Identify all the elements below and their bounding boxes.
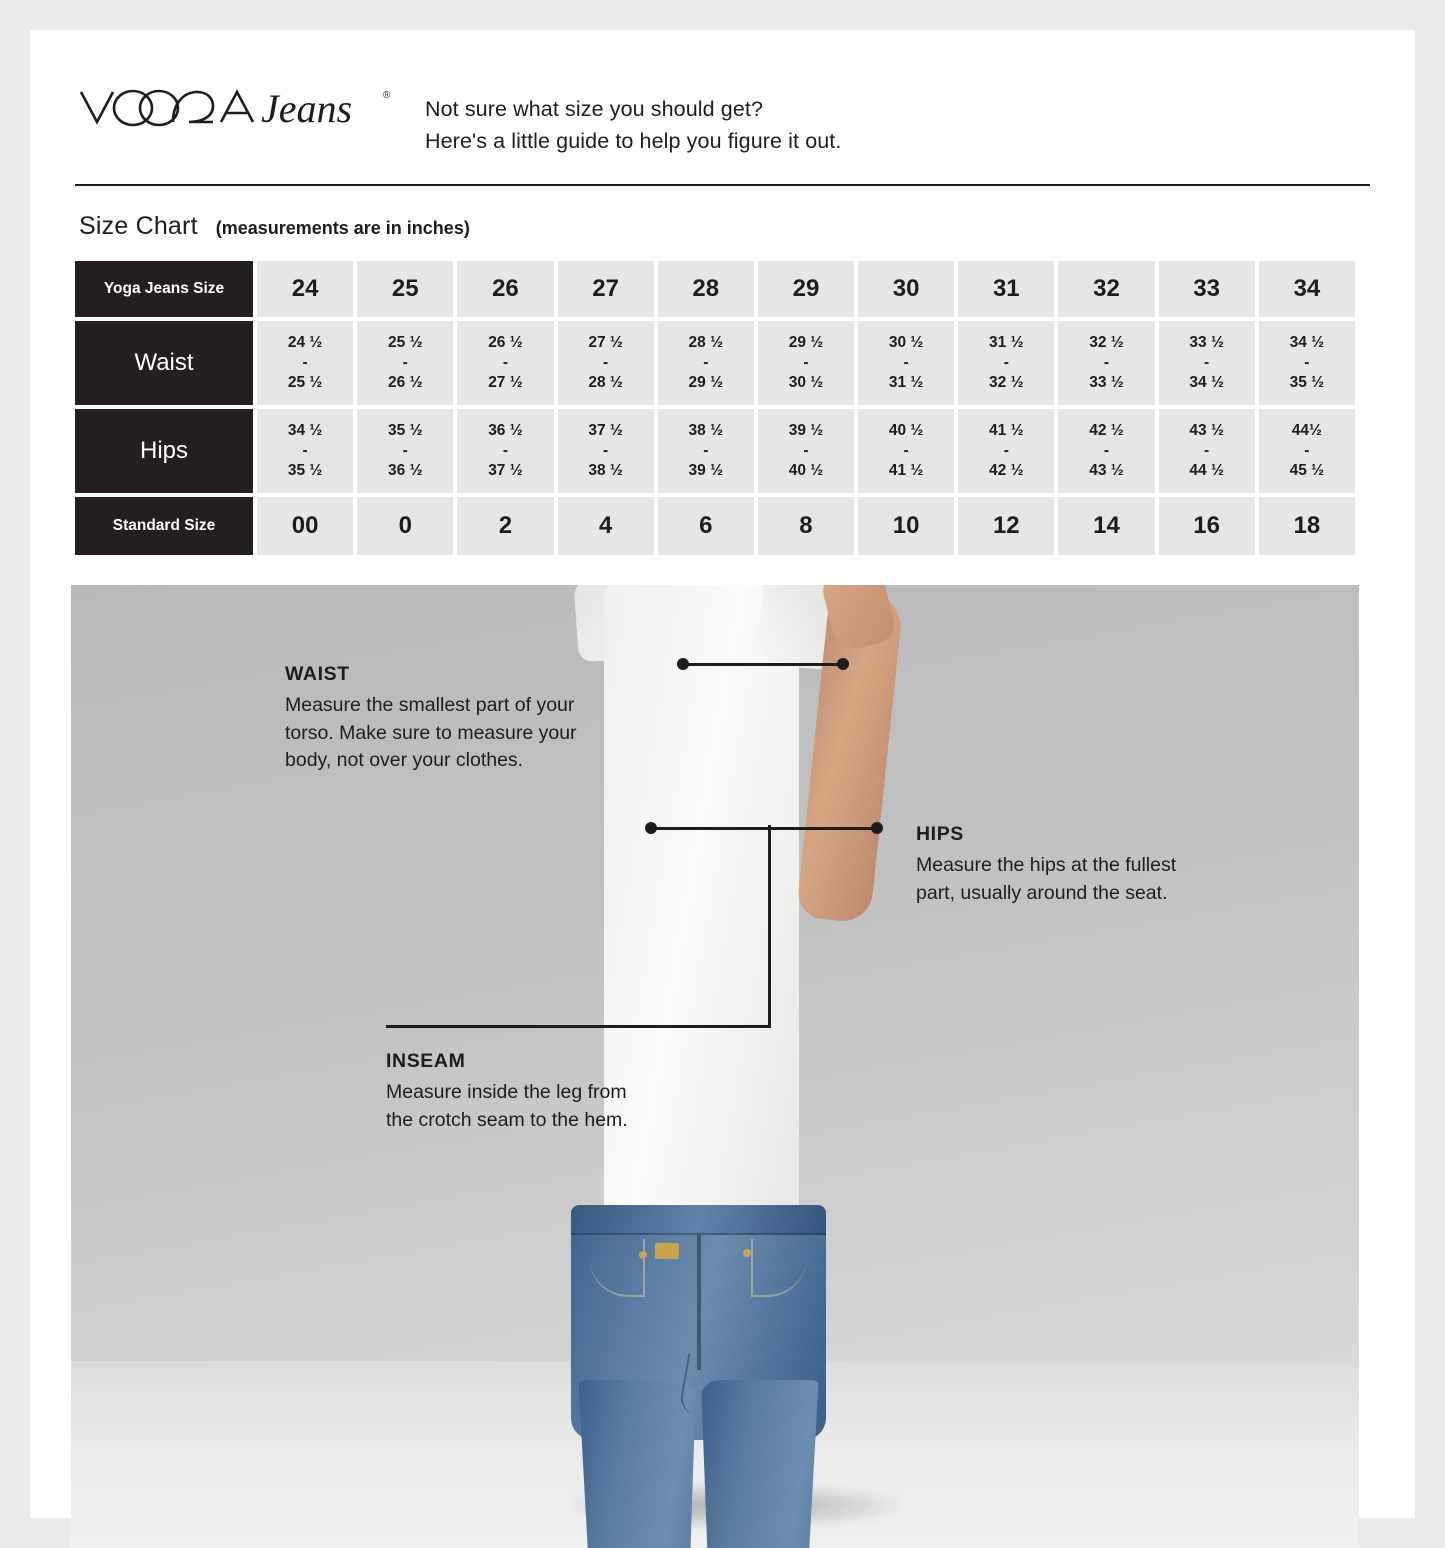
range-dash: - (1204, 354, 1210, 372)
waist-to: 26 ½ (388, 373, 423, 391)
callout-hips-text: Measure the hips at the fullest part, usually around the seat. (916, 854, 1177, 904)
header-line-2: Here's a little guide to help you figure it out. (425, 128, 842, 153)
measurement-illustration (71, 585, 1359, 1548)
table-row-standard-sizes (75, 497, 1355, 555)
jeans-leg-left (576, 1380, 696, 1548)
hips-to: 36 ½ (388, 461, 423, 479)
range-dash: - (502, 442, 509, 460)
cell-waist-range (758, 321, 854, 405)
callout-inseam (386, 1050, 636, 1134)
cell-waist-range (257, 321, 353, 405)
cell-standard-size: 14 (1058, 497, 1154, 555)
callout-waist-title: WAIST (285, 663, 350, 685)
waist-measure-line (683, 663, 847, 666)
cell-waist-range (357, 321, 453, 405)
waist-to: 28 ½ (588, 373, 623, 391)
range-dash: - (1103, 354, 1110, 372)
range-dash: - (903, 442, 909, 460)
cell-waist-range (958, 321, 1054, 405)
range-dash: - (703, 442, 709, 460)
cell-hips-range (858, 409, 954, 493)
jeans-brand-tag (655, 1243, 679, 1259)
header-divider (75, 184, 1370, 186)
cell-hips-range (457, 409, 553, 493)
row-label-standard-size: Standard Size (75, 497, 253, 555)
cell-hips-range (958, 409, 1054, 493)
waist-to: 30 ½ (788, 373, 824, 391)
hips-to: 41 ½ (888, 461, 924, 479)
cell-hips-range (257, 409, 353, 493)
range-dash: - (803, 354, 809, 372)
cell-waist-range (1058, 321, 1154, 405)
hips-measure-line (651, 827, 879, 830)
hips-from: 36 ½ (488, 422, 523, 440)
range-dash: - (1304, 354, 1310, 372)
size-guide-card (30, 30, 1415, 1518)
waist-to: 27 ½ (488, 373, 523, 391)
hips-from: 35 ½ (388, 422, 423, 440)
waist-from: 29 ½ (788, 334, 824, 352)
cell-hips-range (1058, 409, 1154, 493)
hips-from: 37 ½ (588, 422, 623, 440)
cell-yoga-size: 33 (1159, 261, 1255, 317)
waist-to: 34 ½ (1189, 373, 1224, 391)
hips-from: 40 ½ (888, 422, 924, 440)
range-dash: - (603, 442, 609, 460)
hips-to: 38 ½ (588, 461, 623, 479)
range-dash: - (603, 354, 609, 372)
cell-hips-range (357, 409, 453, 493)
jeans-pocket-left (589, 1239, 645, 1297)
cell-yoga-size: 26 (457, 261, 553, 317)
hips-to: 45 ½ (1289, 461, 1325, 479)
cell-standard-size: 6 (658, 497, 754, 555)
hips-from: 41 ½ (989, 422, 1024, 440)
waist-from: 28 ½ (688, 334, 724, 352)
svg-text:Jeans: Jeans (261, 86, 353, 131)
row-label-yoga-jeans-size: Yoga Jeans Size (75, 261, 253, 317)
waist-to: 29 ½ (688, 373, 724, 391)
waist-from: 26 ½ (488, 334, 523, 352)
cell-yoga-size: 25 (357, 261, 453, 317)
cell-yoga-size: 30 (858, 261, 954, 317)
hips-to: 39 ½ (688, 461, 724, 479)
header-line-1: Not sure what size you should get? (425, 97, 764, 121)
range-dash: - (1204, 442, 1210, 460)
cell-hips-range (758, 409, 854, 493)
denim-jeans (571, 1205, 826, 1548)
hips-to: 35 ½ (287, 461, 323, 479)
cell-waist-range (658, 321, 754, 405)
header (75, 68, 1370, 168)
white-tshirt (576, 585, 826, 1265)
cell-yoga-size: 29 (758, 261, 854, 317)
size-chart-table (71, 257, 1359, 559)
cell-standard-size: 0 (357, 497, 453, 555)
waist-measure-dot-left (677, 658, 689, 670)
table-row-yoga-sizes (75, 261, 1355, 317)
cell-yoga-size: 24 (257, 261, 353, 317)
range-dash: - (302, 354, 308, 372)
hips-to: 44 ½ (1189, 461, 1224, 479)
cell-hips-range (1259, 409, 1355, 493)
brand-logo (75, 68, 395, 142)
hips-from: 39 ½ (788, 422, 824, 440)
size-chart-title: Size Chart (79, 212, 198, 240)
jeans-rivet (743, 1249, 751, 1257)
callout-inseam-title: INSEAM (386, 1050, 466, 1072)
hips-from: 38 ½ (688, 422, 724, 440)
size-chart-note: (measurements are in inches) (215, 218, 470, 238)
waist-measure-dot-right (837, 658, 849, 670)
cell-yoga-size: 32 (1058, 261, 1154, 317)
waist-from: 32 ½ (1089, 334, 1124, 352)
range-dash: - (402, 354, 408, 372)
cell-standard-size: 18 (1259, 497, 1355, 555)
waist-to: 33 ½ (1089, 373, 1124, 391)
range-dash: - (402, 442, 408, 460)
range-dash: - (502, 354, 509, 372)
cell-waist-range (457, 321, 553, 405)
hips-from: 42 ½ (1089, 422, 1124, 440)
callout-waist-text: Measure the smallest part of your torso. Make sure to measure your body, not over your clothes. (285, 694, 577, 772)
model-photo (71, 585, 1359, 1548)
hips-from: 44½ (1291, 422, 1322, 440)
hips-measure-dot-left (645, 822, 657, 834)
row-label-waist: Waist (75, 321, 253, 405)
range-dash: - (1003, 442, 1009, 460)
range-dash: - (1103, 442, 1110, 460)
waist-from: 34 ½ (1289, 334, 1325, 352)
waist-to: 32 ½ (989, 373, 1024, 391)
cell-yoga-size: 31 (958, 261, 1054, 317)
header-copy (425, 68, 841, 158)
waist-to: 31 ½ (888, 373, 924, 391)
range-dash: - (302, 442, 308, 460)
row-label-hips: Hips (75, 409, 253, 493)
cell-waist-range (1259, 321, 1355, 405)
jeans-fly-seam (697, 1235, 701, 1370)
hips-to: 43 ½ (1089, 461, 1124, 479)
hips-to: 37 ½ (488, 461, 523, 479)
waist-from: 24 ½ (287, 334, 323, 352)
size-chart-heading (75, 212, 1370, 241)
hips-to: 42 ½ (989, 461, 1024, 479)
hips-from: 43 ½ (1189, 422, 1224, 440)
jeans-waistband (571, 1205, 826, 1235)
callout-inseam-text: Measure inside the leg from the crotch seam to the hem. (386, 1081, 628, 1131)
cell-hips-range (658, 409, 754, 493)
range-dash: - (703, 354, 709, 372)
cell-standard-size: 16 (1159, 497, 1255, 555)
cell-standard-size: 2 (457, 497, 553, 555)
inseam-measure-vertical (768, 825, 771, 1027)
cell-standard-size: 8 (758, 497, 854, 555)
jeans-pocket-right (751, 1239, 807, 1297)
waist-from: 27 ½ (588, 334, 623, 352)
cell-yoga-size: 28 (658, 261, 754, 317)
cell-hips-range (1159, 409, 1255, 493)
cell-standard-size: 12 (958, 497, 1054, 555)
hips-from: 34 ½ (287, 422, 323, 440)
cell-waist-range (558, 321, 654, 405)
cell-yoga-size: 34 (1259, 261, 1355, 317)
cell-waist-range (858, 321, 954, 405)
hips-measure-dot-right (871, 822, 883, 834)
range-dash: - (903, 354, 909, 372)
table-row-waist (75, 321, 1355, 405)
jeans-rivet (639, 1251, 647, 1259)
cell-waist-range (1159, 321, 1255, 405)
range-dash: - (803, 442, 809, 460)
waist-from: 33 ½ (1189, 334, 1224, 352)
table-row-hips (75, 409, 1355, 493)
inseam-measure-line (386, 1025, 771, 1028)
waist-to: 25 ½ (287, 373, 323, 391)
range-dash: - (1304, 442, 1310, 460)
cell-standard-size: 00 (257, 497, 353, 555)
waist-to: 35 ½ (1289, 373, 1325, 391)
waist-from: 31 ½ (989, 334, 1024, 352)
cell-standard-size: 10 (858, 497, 954, 555)
registered-mark: ® (383, 90, 391, 101)
cell-hips-range (558, 409, 654, 493)
waist-from: 30 ½ (888, 334, 924, 352)
callout-hips (916, 823, 1216, 907)
jeans-leg-right (701, 1380, 821, 1548)
callout-waist (285, 663, 585, 775)
cell-yoga-size: 27 (558, 261, 654, 317)
waist-from: 25 ½ (388, 334, 423, 352)
callout-hips-title: HIPS (916, 823, 964, 845)
cell-standard-size: 4 (558, 497, 654, 555)
range-dash: - (1003, 354, 1009, 372)
hips-to: 40 ½ (788, 461, 824, 479)
